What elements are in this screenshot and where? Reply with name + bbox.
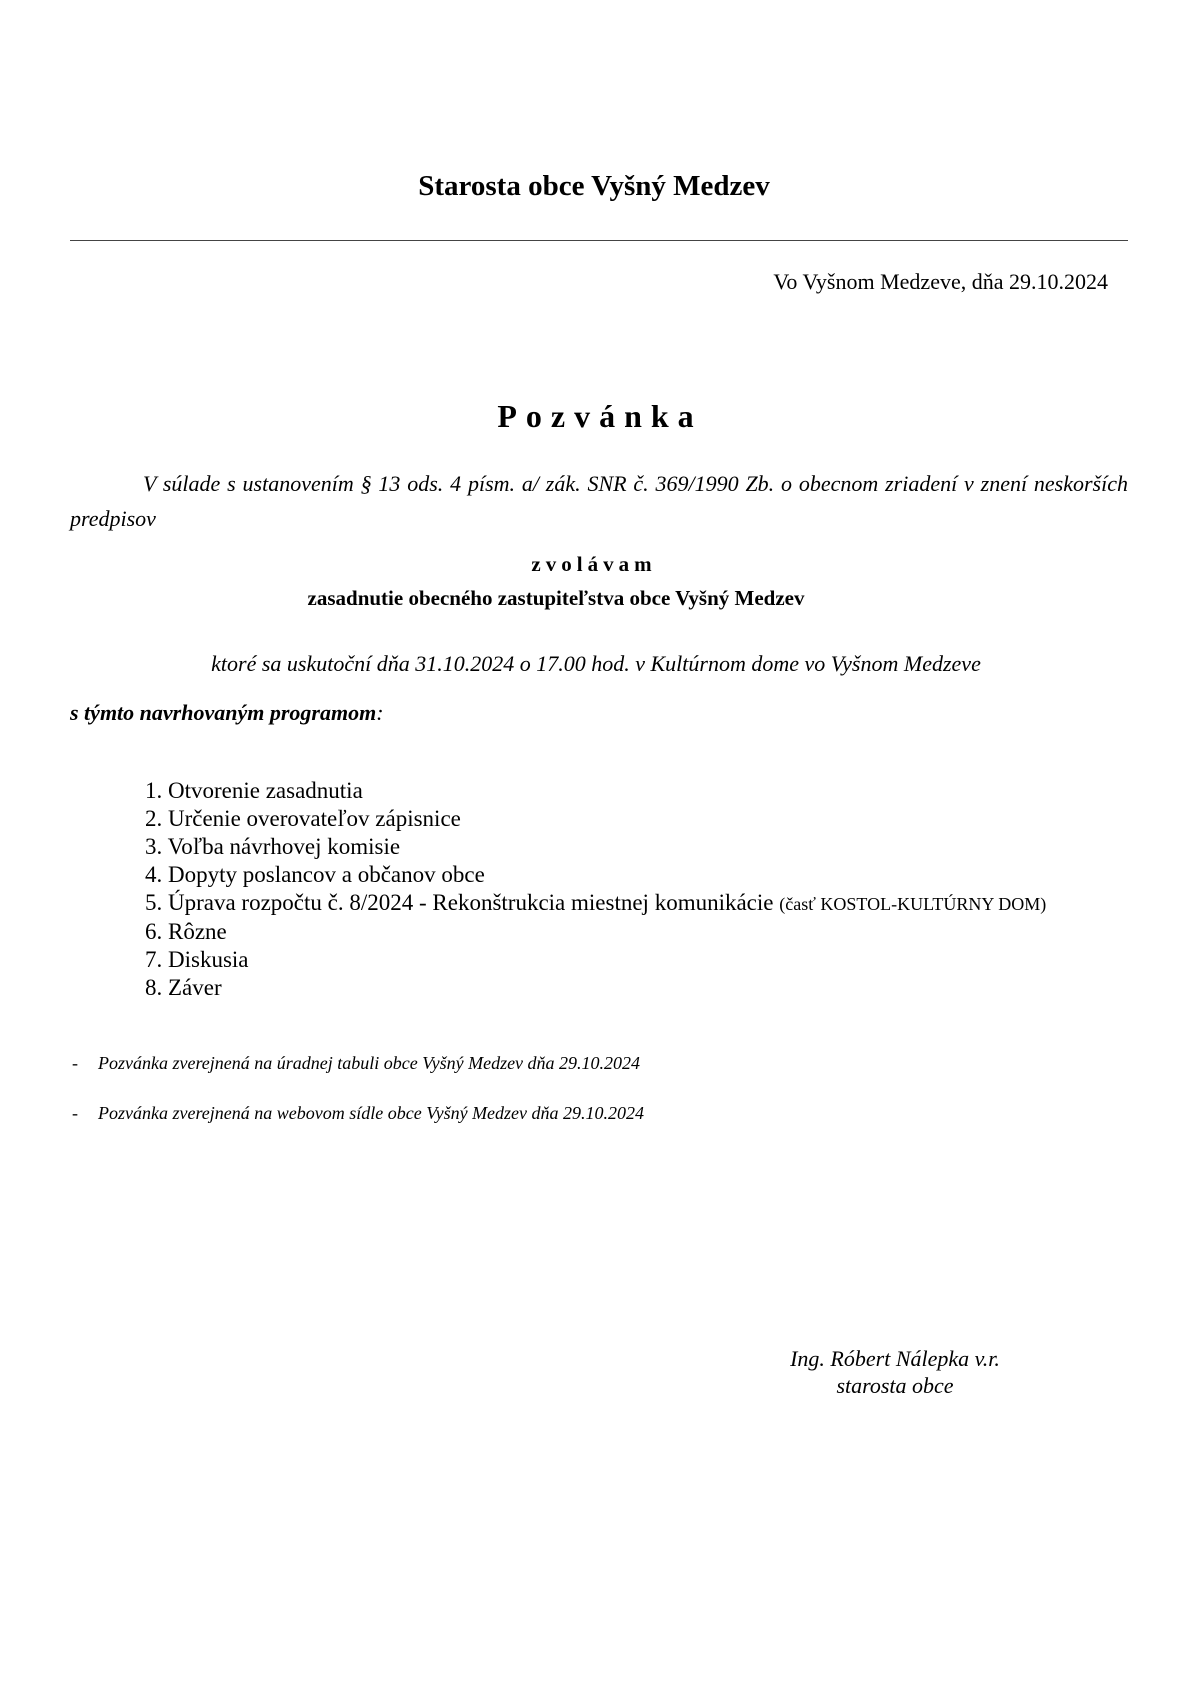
header-divider	[70, 240, 1128, 241]
agenda-item-note: (časť KOSTOL-KULTÚRNY DOM)	[779, 894, 1047, 914]
agenda-item-text: 2. Určenie overovateľov zápisnice	[145, 806, 461, 831]
signatory-role: starosta obce	[836, 1373, 954, 1398]
agenda-heading-text: s týmto navrhovaným programom	[70, 700, 377, 725]
agenda-item	[145, 805, 1046, 833]
agenda-list	[145, 777, 1046, 1002]
agenda-item	[145, 889, 1046, 918]
publication-note-text: Pozvánka zverejnená na webovom sídle obce Vyšný Medzev dňa 29.10.2024	[98, 1103, 645, 1123]
agenda-item-text: 1. Otvorenie zasadnutia	[145, 778, 363, 803]
signatory-name: Ing. Róbert Nálepka v.r.	[790, 1346, 1000, 1371]
bullet-dash: -	[72, 1053, 78, 1073]
agenda-item-text: 5. Úprava rozpočtu č. 8/2024 - Rekonštrukcia miestnej komunikácie	[145, 890, 774, 915]
agenda-item	[145, 833, 1046, 861]
session-time-place: ktoré sa uskutoční dňa 31.10.2024 o 17.00 hod. v Kultúrnom dome vo Vyšnom Medzeve	[211, 651, 981, 676]
legal-basis-paragraph: V súlade s ustanovením § 13 ods. 4 písm. a/ zák. SNR č. 369/1990 Zb. o obecnom zriadení v znení neskorších predpisov	[70, 471, 1128, 531]
agenda-item-text: 3. Voľba návrhovej komisie	[145, 834, 401, 859]
agenda-heading	[70, 702, 384, 724]
agenda-item-text: 7. Diskusia	[145, 947, 249, 972]
agenda-item	[145, 918, 1046, 946]
agenda-item	[145, 946, 1046, 974]
agenda-item	[145, 777, 1046, 805]
convene-word: zvolávam	[531, 552, 657, 576]
agenda-heading-colon: :	[376, 700, 384, 725]
agenda-item-text: 4. Dopyty poslancov a občanov obce	[145, 862, 485, 887]
publication-note-web	[0, 1104, 800, 1126]
place-date: Vo Vyšnom Medzeve, dňa 29.10.2024	[773, 269, 1108, 294]
bullet-dash: -	[72, 1103, 78, 1123]
publication-note-text: Pozvánka zverejnená na úradnej tabuli obce Vyšný Medzev dňa 29.10.2024	[98, 1053, 641, 1073]
agenda-item-text: 6. Rôzne	[145, 919, 227, 944]
agenda-item	[145, 974, 1046, 1002]
agenda-item	[145, 861, 1046, 889]
session-title: zasadnutie obecného zastupiteľstva obce Vyšný Medzev	[307, 586, 805, 610]
document-title: Starosta obce Vyšný Medzev	[418, 170, 770, 202]
invitation-heading: Pozvánka	[497, 398, 703, 434]
agenda-item-text: 8. Záver	[145, 975, 222, 1000]
publication-note-board	[0, 1054, 800, 1076]
